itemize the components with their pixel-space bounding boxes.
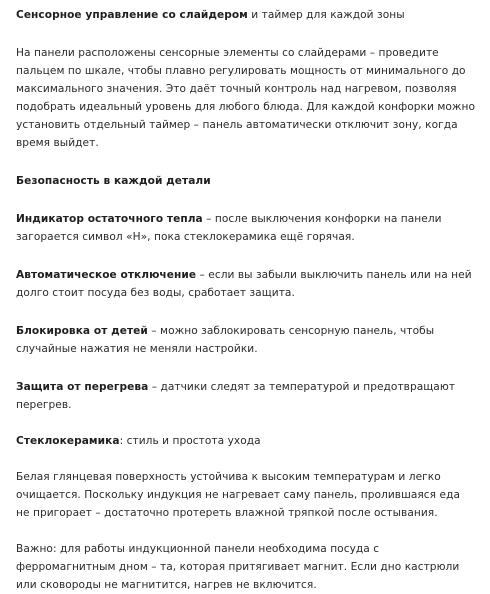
safety-item-title: Блокировка от детей: [16, 325, 148, 337]
safety-item-text: – после выключения конфорки на панели загорается символ «Н», пока стеклокерамика ещё горячая.: [16, 213, 442, 243]
safety-item-text: – если вы забыли выключить панель или на ней долго стоит посуда без воды, сработает защита.: [16, 269, 472, 299]
glass-ceramic-heading-bold: Стеклокерамика: [16, 435, 120, 447]
safety-item-text: – датчики следят за температурой и предотвращают перегрев.: [16, 381, 456, 411]
touch-control-heading-rest: и таймер для каждой зоны: [247, 9, 405, 21]
safety-item-auto-off: [16, 266, 476, 302]
glass-ceramic-heading-rest: : стиль и простота ухода: [119, 435, 261, 447]
touch-control-heading: [16, 6, 476, 24]
glass-ceramic-heading: [16, 432, 476, 450]
safety-item-title: Защита от перегрева: [16, 381, 149, 393]
safety-heading: Безопасность в каждой детали: [16, 175, 211, 187]
touch-control-paragraph: На панели расположены сенсорные элементы со слайдерами – проведите пальцем по шкале, чтобы плавно регулировать мощность от минимального до максимального значения. Это даёт точный контроль над нагревом, позволяя подобрать идеальный уровень для любого блюда. Для каждой конфорки можно установить отдельный таймер – панель автоматически отключит зону, когда время выйдет.: [16, 47, 475, 149]
safety-item-overheat: [16, 378, 476, 414]
touch-control-heading-bold: Сенсорное управление со слайдером: [16, 9, 248, 21]
safety-item-text: – можно заблокировать сенсорную панель, чтобы случайные нажатия не меняли настройки.: [16, 325, 435, 355]
safety-item-title: Автоматическое отключение: [16, 269, 197, 281]
glass-ceramic-paragraph: Белая глянцевая поверхность устойчива к высоким температурам и легко очищается. Поскольку индукция не нагревает саму панель, пролившаяся еда не пригорает – достаточно протереть влажной тряпкой после остывания.: [16, 471, 460, 519]
safety-item-residual-heat: [16, 210, 476, 246]
cookware-note-paragraph: Важно: для работы индукционной панели необходима посуда с ферромагнитным дном – та, которая притягивает магнит. Если дно кастрюли или сковороды не магнитится, нагрев не включится.: [16, 543, 460, 591]
safety-item-title: Индикатор остаточного тепла: [16, 213, 203, 225]
safety-item-child-lock: [16, 322, 476, 358]
